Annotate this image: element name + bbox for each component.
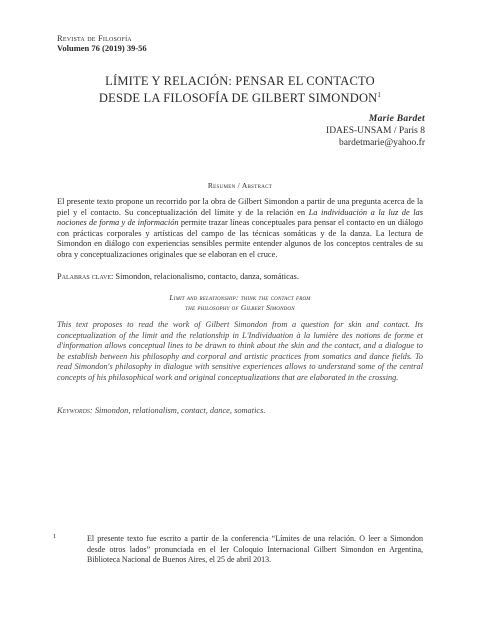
resumen-work-title: La individuación a la luz de las nociones de forma y de información: [57, 207, 423, 228]
journal-header: [57, 33, 147, 53]
english-title-line-1: Limit and relationship: think the contact from: [169, 293, 311, 302]
resumen-heading: Resumen / Abstract: [207, 181, 273, 190]
title-line-2: DESDE LA FILOSOFÍA DE GILBERT SIMONDON: [98, 91, 378, 106]
keywords-label: Keywords:: [57, 406, 93, 415]
footnote-number: 1: [53, 533, 57, 540]
resumen-text-part-1: El presente texto propone un recorrido por la obra de Gilbert Simondon a partir de una pregunta acerca de la piel y el contacto. Su conceptualización del límite y de la relación en: [57, 197, 423, 217]
journal-name: Revista de Filosofía: [57, 33, 132, 43]
title-footnote-mark[interactable]: 1: [377, 91, 382, 99]
english-title-line-2: the philosophy of Gilbert Simondon: [185, 303, 295, 312]
keywords: [57, 406, 423, 417]
title-line-1: LÍMITE Y RELACIÓN: PENSAR EL CONTACTO: [105, 74, 375, 88]
resumen-paragraph: [57, 197, 423, 261]
resumen-text-part-2: permite trazar líneas conceptuales para pensar el contacto en un diálogo con prácticas corporales y artísticas del campo de las técnicas somáticas y de la danza. La lectura de Simondon en diálogo con experiencias sensibles permite entender algunos de los conceptos centrales de su obra y conceptualizaciones originales que se elaboran en el cruce.: [57, 218, 423, 259]
author-affiliation: IDAES-UNSAM / Paris 8: [326, 126, 425, 136]
english-title: [60, 293, 420, 313]
author-block: [326, 113, 425, 149]
article-title: [60, 74, 420, 105]
journal-volume: Volumen 76 (2019) 39-56: [57, 43, 147, 53]
abstract-paragraph: This text proposes to read the work of Gilbert Simondon from a question for skin and contact. Its conceptualization of the limit and the relationship in L'Individuation à la lumière des notions de forme et d'information allows conceptual lines to be drawn to think about the skin and the contact, and a dialogue to be establish between his philosophy and corporal and artistic practices from somatics and dance fields. To read Simondon's philosophy in dialogue with sensitive experiences allows to understand some of the central concepts of his philosophical work and original conceptualizations that are elaborated in the crossing.: [57, 320, 423, 382]
author-email[interactable]: bardetmarie@yahoo.fr: [338, 138, 425, 148]
keywords-list: Simondon, relationalism, contact, dance, somatics.: [92, 406, 266, 415]
palabras-clave-label: Palabras clave:: [57, 272, 114, 281]
palabras-clave: [57, 272, 423, 283]
author-name: Marie Bardet: [368, 114, 425, 124]
palabras-clave-list: Simondon, relacionalismo, contacto, danza, somáticas.: [113, 272, 299, 281]
footnote-text: El presente texto fue escrito a partir de la conferencia “Límites de una relación. O leer a Simondon desde otros lados” pronunciada en el Ier Coloquio Internacional Gilbert Simondon en Argentina, Biblioteca Nacional de Buenos Aires, el 25 de abril 2013.: [87, 534, 423, 564]
